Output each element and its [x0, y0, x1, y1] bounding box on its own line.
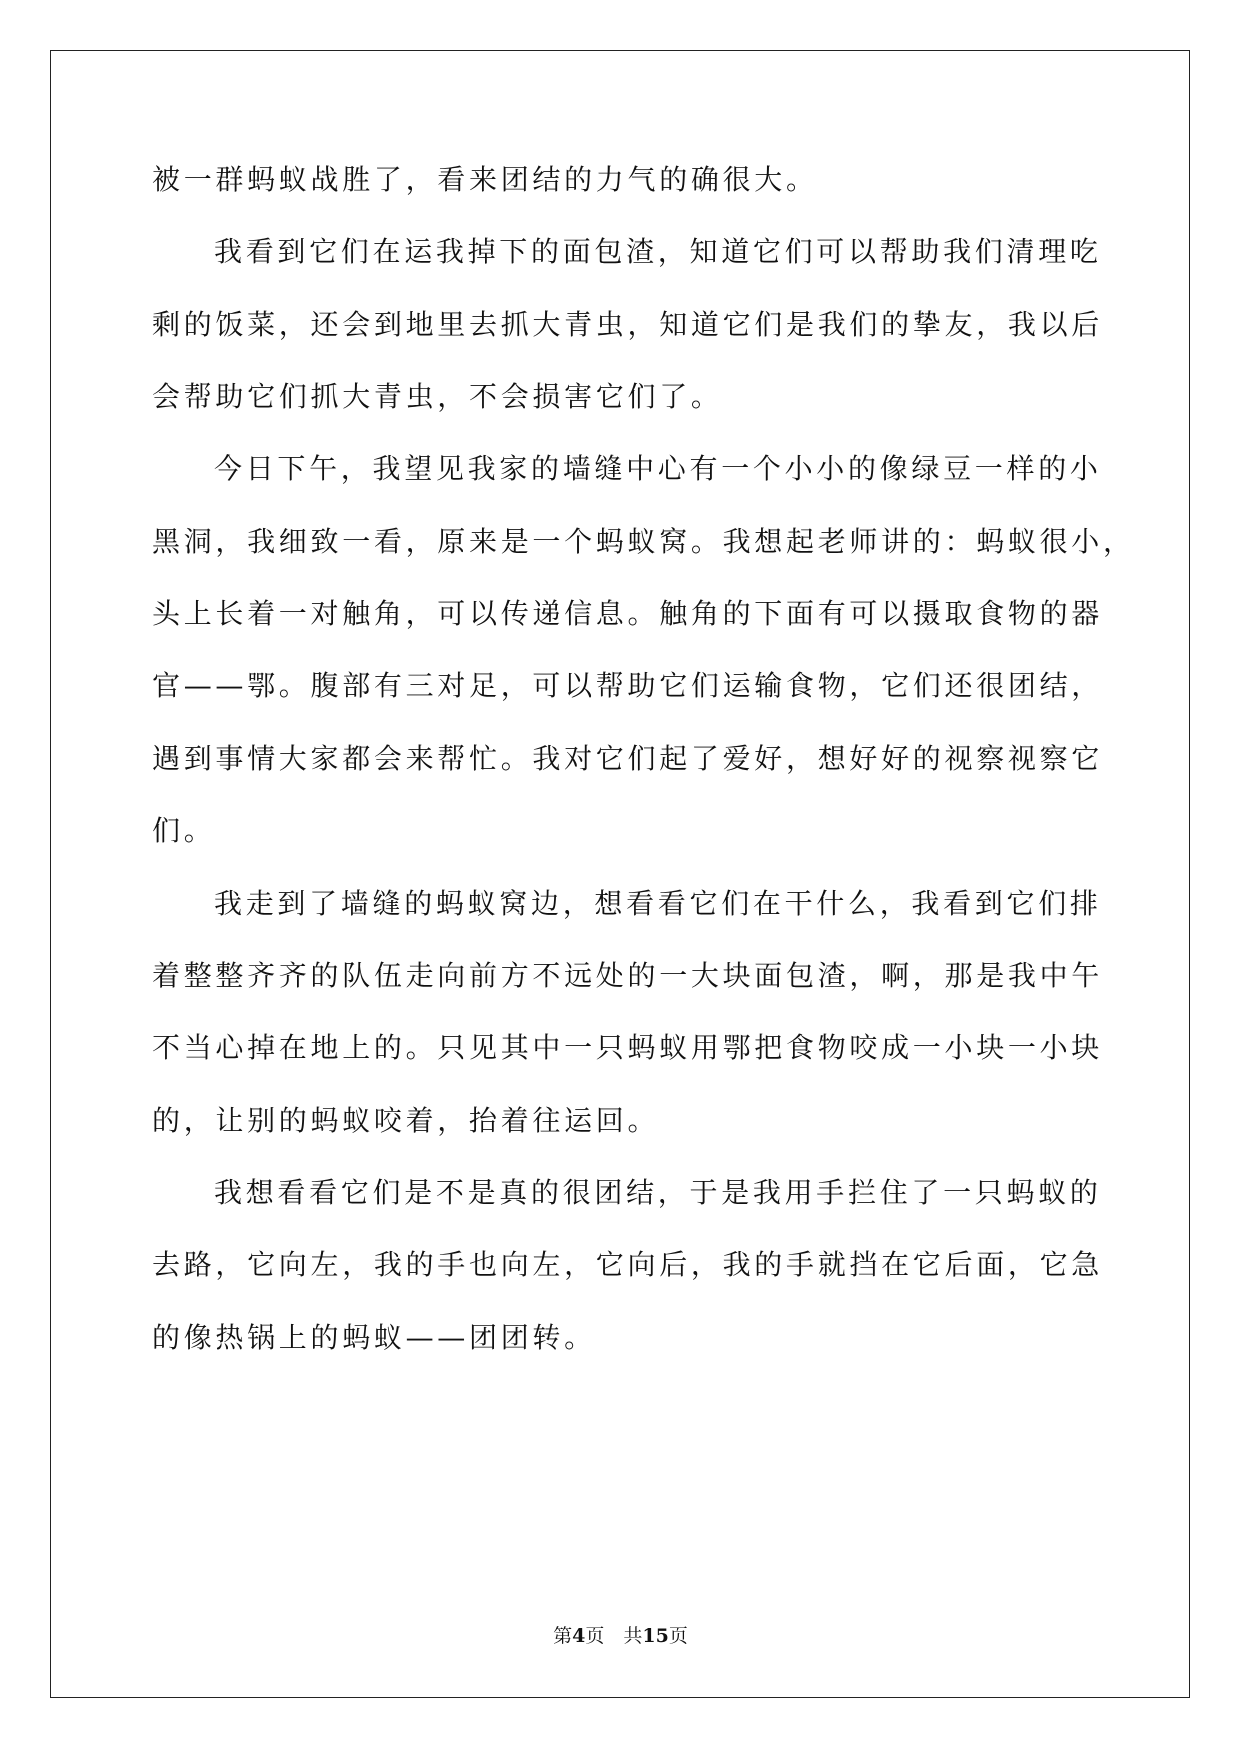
- paragraph-start: 我走到了墙缝的蚂蚁窝边，想看看它们在干什么，我看到它们排: [214, 887, 1102, 920]
- current-page-number: 4: [572, 1625, 586, 1647]
- text-line: 的像热锅上的蚂蚁——团团转。: [152, 1321, 596, 1354]
- total-page-number: 15: [642, 1625, 669, 1647]
- text-line: 遇到事情大家都会来帮忙。我对它们起了爱好，想好好的视察视察它: [152, 742, 1104, 775]
- text-line: 会帮助它们抓大青虫，不会损害它们了。: [152, 380, 723, 413]
- footer-suffix: 页: [668, 1625, 688, 1647]
- text-line: 不当心掉在地上的。只见其中一只蚂蚁用鄂把食物咬成一小块一小块: [152, 1031, 1104, 1064]
- page-footer: [0, 1621, 1241, 1648]
- text-line: 头上长着一对触角，可以传递信息。触角的下面有可以摄取食物的器: [152, 597, 1104, 630]
- text-line: 的，让别的蚂蚁咬着，抬着往运回。: [152, 1104, 660, 1137]
- page-border: [50, 50, 1190, 1698]
- footer-prefix: 第: [553, 1625, 573, 1647]
- text-line: 着整整齐齐的队伍走向前方不远处的一大块面包渣，啊，那是我中午: [152, 959, 1104, 992]
- text-line: 被一群蚂蚁战胜了，看来团结的力气的确很大。: [152, 163, 818, 196]
- paragraph-start: 我想看看它们是不是真的很团结，于是我用手拦住了一只蚂蚁的: [214, 1176, 1102, 1209]
- text-line: 们。: [152, 814, 216, 847]
- text-line: 官——鄂。腹部有三对足，可以帮助它们运输食物，它们还很团结，: [152, 669, 1104, 702]
- footer-mid: 页 共: [585, 1625, 643, 1647]
- paragraph-start: 我看到它们在运我掉下的面包渣，知道它们可以帮助我们清理吃: [214, 235, 1102, 268]
- text-line: 剩的饭菜，还会到地里去抓大青虫，知道它们是我们的挚友，我以后: [152, 308, 1104, 341]
- text-line: 黑洞，我细致一看，原来是一个蚂蚁窝。我想起老师讲的：蚂蚁很小，: [152, 525, 1135, 558]
- text-line: 去路，它向左，我的手也向左，它向后，我的手就挡在它后面，它急: [152, 1248, 1104, 1281]
- paragraph-start: 今日下午，我望见我家的墙缝中心有一个小小的像绿豆一样的小: [214, 452, 1102, 485]
